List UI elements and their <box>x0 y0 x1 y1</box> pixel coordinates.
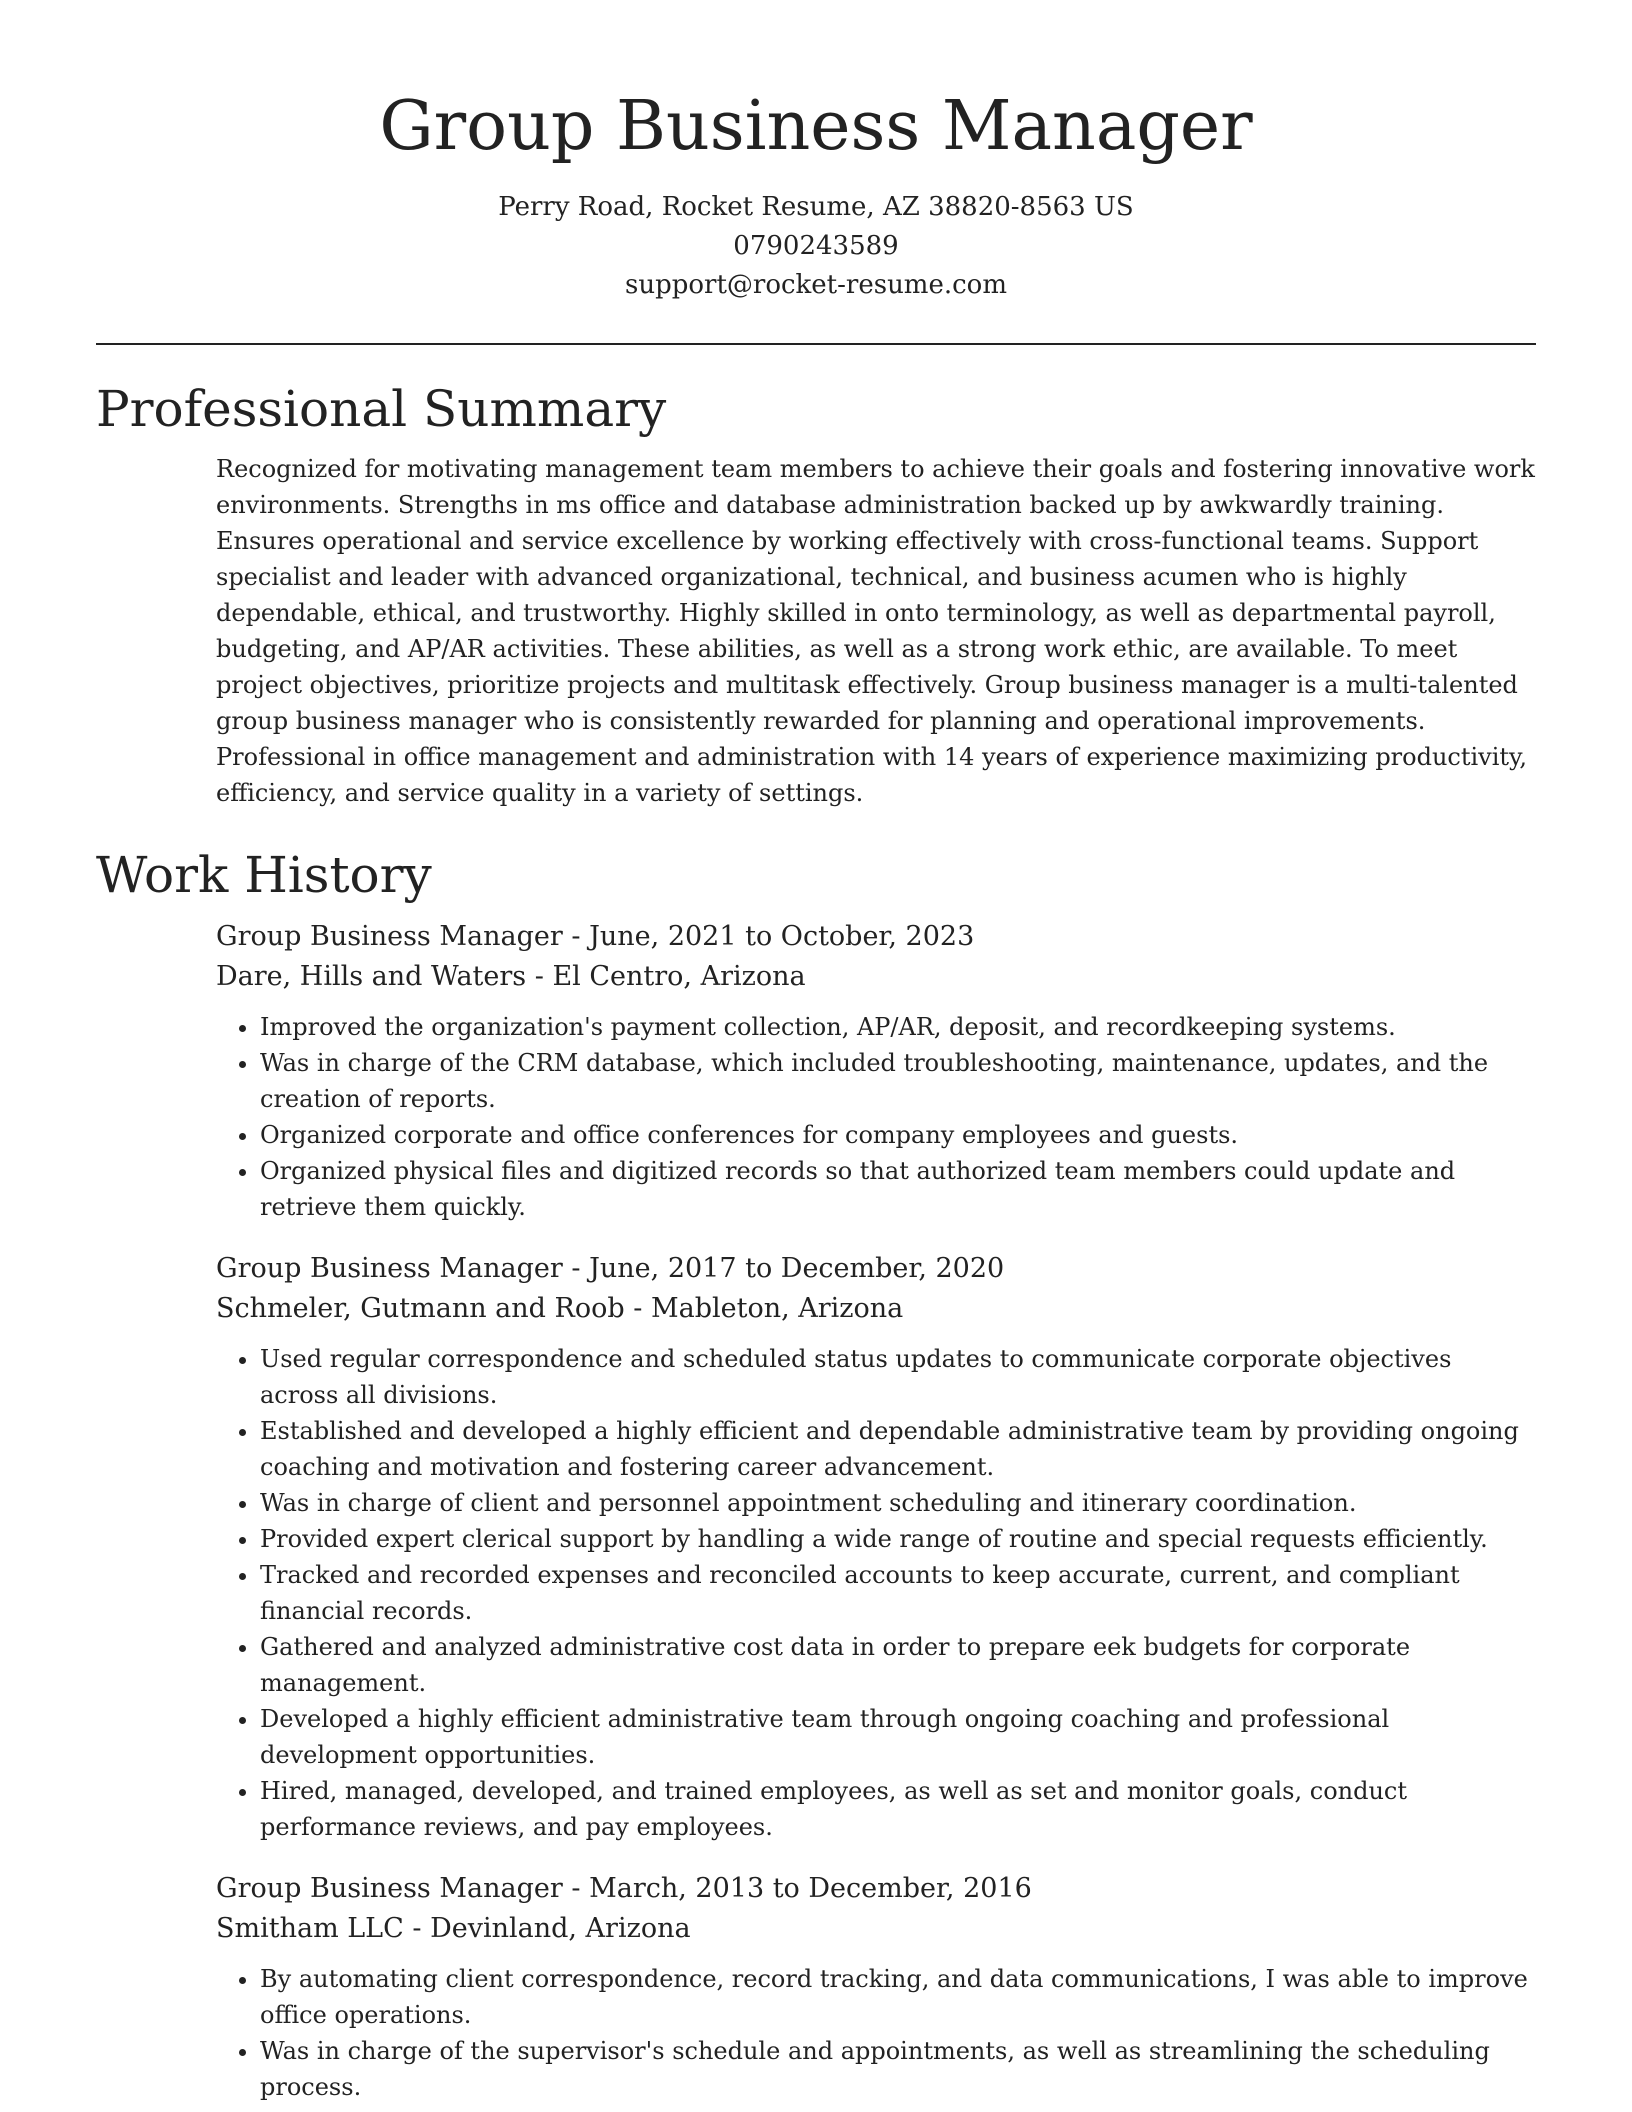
job-entry <box>216 1249 1536 1845</box>
job-dates: March, 2013 to December, 2016 <box>589 1873 1032 1904</box>
job-bullet: • Was in charge of client and personnel appointment scheduling and itinerary coordination. <box>260 1485 1536 1521</box>
job-title-line: Group Business Manager - June, 2021 to October, 2023 <box>216 921 975 952</box>
job-dates: June, 2017 to December, 2020 <box>589 1253 1005 1284</box>
summary-body <box>216 451 1536 811</box>
work-history-section <box>96 845 1536 2105</box>
header-divider <box>96 343 1536 345</box>
job-bullet: • Used regular correspondence and scheduled status updates to communicate corporate objectives across all divisions. <box>260 1341 1536 1413</box>
job-company-line: Schmeler, Gutmann and Roob - Mableton, Arizona <box>216 1293 904 1324</box>
job-role: Group Business Manager <box>216 1873 563 1904</box>
job-bullet-list <box>216 1009 1536 1225</box>
job-location: Devinland, Arizona <box>430 1913 691 1944</box>
job-bullet-list <box>216 1961 1536 2105</box>
candidate-name: Group Business Manager <box>379 87 1253 166</box>
job-company-line: Smitham LLC - Devinland, Arizona <box>216 1913 691 1944</box>
job-title-line: Group Business Manager - June, 2017 to December, 2020 <box>216 1253 1005 1284</box>
job-entry <box>216 1869 1536 2105</box>
job-bullet: • Organized physical files and digitized records so that authorized team members could update and retrieve them quickly. <box>260 1153 1536 1225</box>
job-bullet: • Provided expert clerical support by handling a wide range of routine and special requests efficiently. <box>260 1521 1536 1557</box>
job-bullet: • Gathered and analyzed administrative cost data in order to prepare eek budgets for corporate management. <box>260 1629 1536 1701</box>
work-history-body <box>216 917 1536 2105</box>
job-entry <box>216 917 1536 1225</box>
job-bullet: • Was in charge of the supervisor's schedule and appointments, as well as streamlining the scheduling process. <box>260 2033 1536 2105</box>
job-bullet: • Improved the organization's payment collection, AP/AR, deposit, and recordkeeping systems. <box>260 1009 1536 1045</box>
job-role: Group Business Manager <box>216 921 563 952</box>
job-bullet: • By automating client correspondence, record tracking, and data communications, I was able to improve office operations. <box>260 1961 1536 2033</box>
job-bullet: • Tracked and recorded expenses and reconciled accounts to keep accurate, current, and compliant financial records. <box>260 1557 1536 1629</box>
job-location: Mableton, Arizona <box>650 1293 904 1324</box>
job-role: Group Business Manager <box>216 1253 563 1284</box>
job-bullet-list <box>216 1341 1536 1845</box>
resume-header <box>96 0 1536 305</box>
job-company: Dare, Hills and Waters <box>216 961 527 992</box>
job-bullet: • Established and developed a highly efficient and dependable administrative team by providing ongoing coaching and motivation and fostering career advancement. <box>260 1413 1536 1485</box>
summary-text: Recognized for motivating management team members to achieve their goals and fostering innovative work environments. Strengths in ms office and database administration backed up by awkwardly training. Ensures operational and service excellence by working effectively with cross-functional teams. Support specialist and leader with advanced organizational, technical, and business acumen who is highly dependable, ethical, and trustworthy. Highly skilled in onto terminology, as well as departmental payroll, budgeting, and AP/AR activities. These abilities, as well as a strong work ethic, are available. To meet project objectives, prioritize projects and multitask effectively. Group business manager is a multi-talented group business manager who is consistently rewarded for planning and operational improvements. Professional in office management and administration with 14 years of experience maximizing productivity, efficiency, and service quality in a variety of settings. <box>216 455 1535 807</box>
job-company-line: Dare, Hills and Waters - El Centro, Arizona <box>216 961 806 992</box>
job-company: Schmeler, Gutmann and Roob <box>216 1293 625 1324</box>
job-bullet: • Organized corporate and office conferences for company employees and guests. <box>260 1117 1536 1153</box>
job-title-line: Group Business Manager - March, 2013 to December, 2016 <box>216 1873 1032 1904</box>
phone-text: 0790243589 <box>733 231 899 261</box>
summary-heading: Professional Summary <box>96 380 667 438</box>
job-company: Smitham LLC <box>216 1913 404 1944</box>
job-dates: June, 2021 to October, 2023 <box>589 921 975 952</box>
job-bullet: • Hired, managed, developed, and trained employees, as well as set and monitor goals, conduct performance reviews, and pay employees. <box>260 1773 1536 1845</box>
email-text: support@rocket-resume.com <box>624 270 1007 300</box>
contact-info <box>96 188 1536 305</box>
job-bullet: • Was in charge of the CRM database, which included troubleshooting, maintenance, updates, and the creation of reports. <box>260 1045 1536 1117</box>
summary-section <box>96 379 1536 811</box>
job-bullet: • Developed a highly efficient administrative team through ongoing coaching and professional development opportunities. <box>260 1701 1536 1773</box>
address-text: Perry Road, Rocket Resume, AZ 38820-8563 US <box>498 192 1134 222</box>
job-location: El Centro, Arizona <box>552 961 806 992</box>
work-history-heading: Work History <box>96 846 432 904</box>
